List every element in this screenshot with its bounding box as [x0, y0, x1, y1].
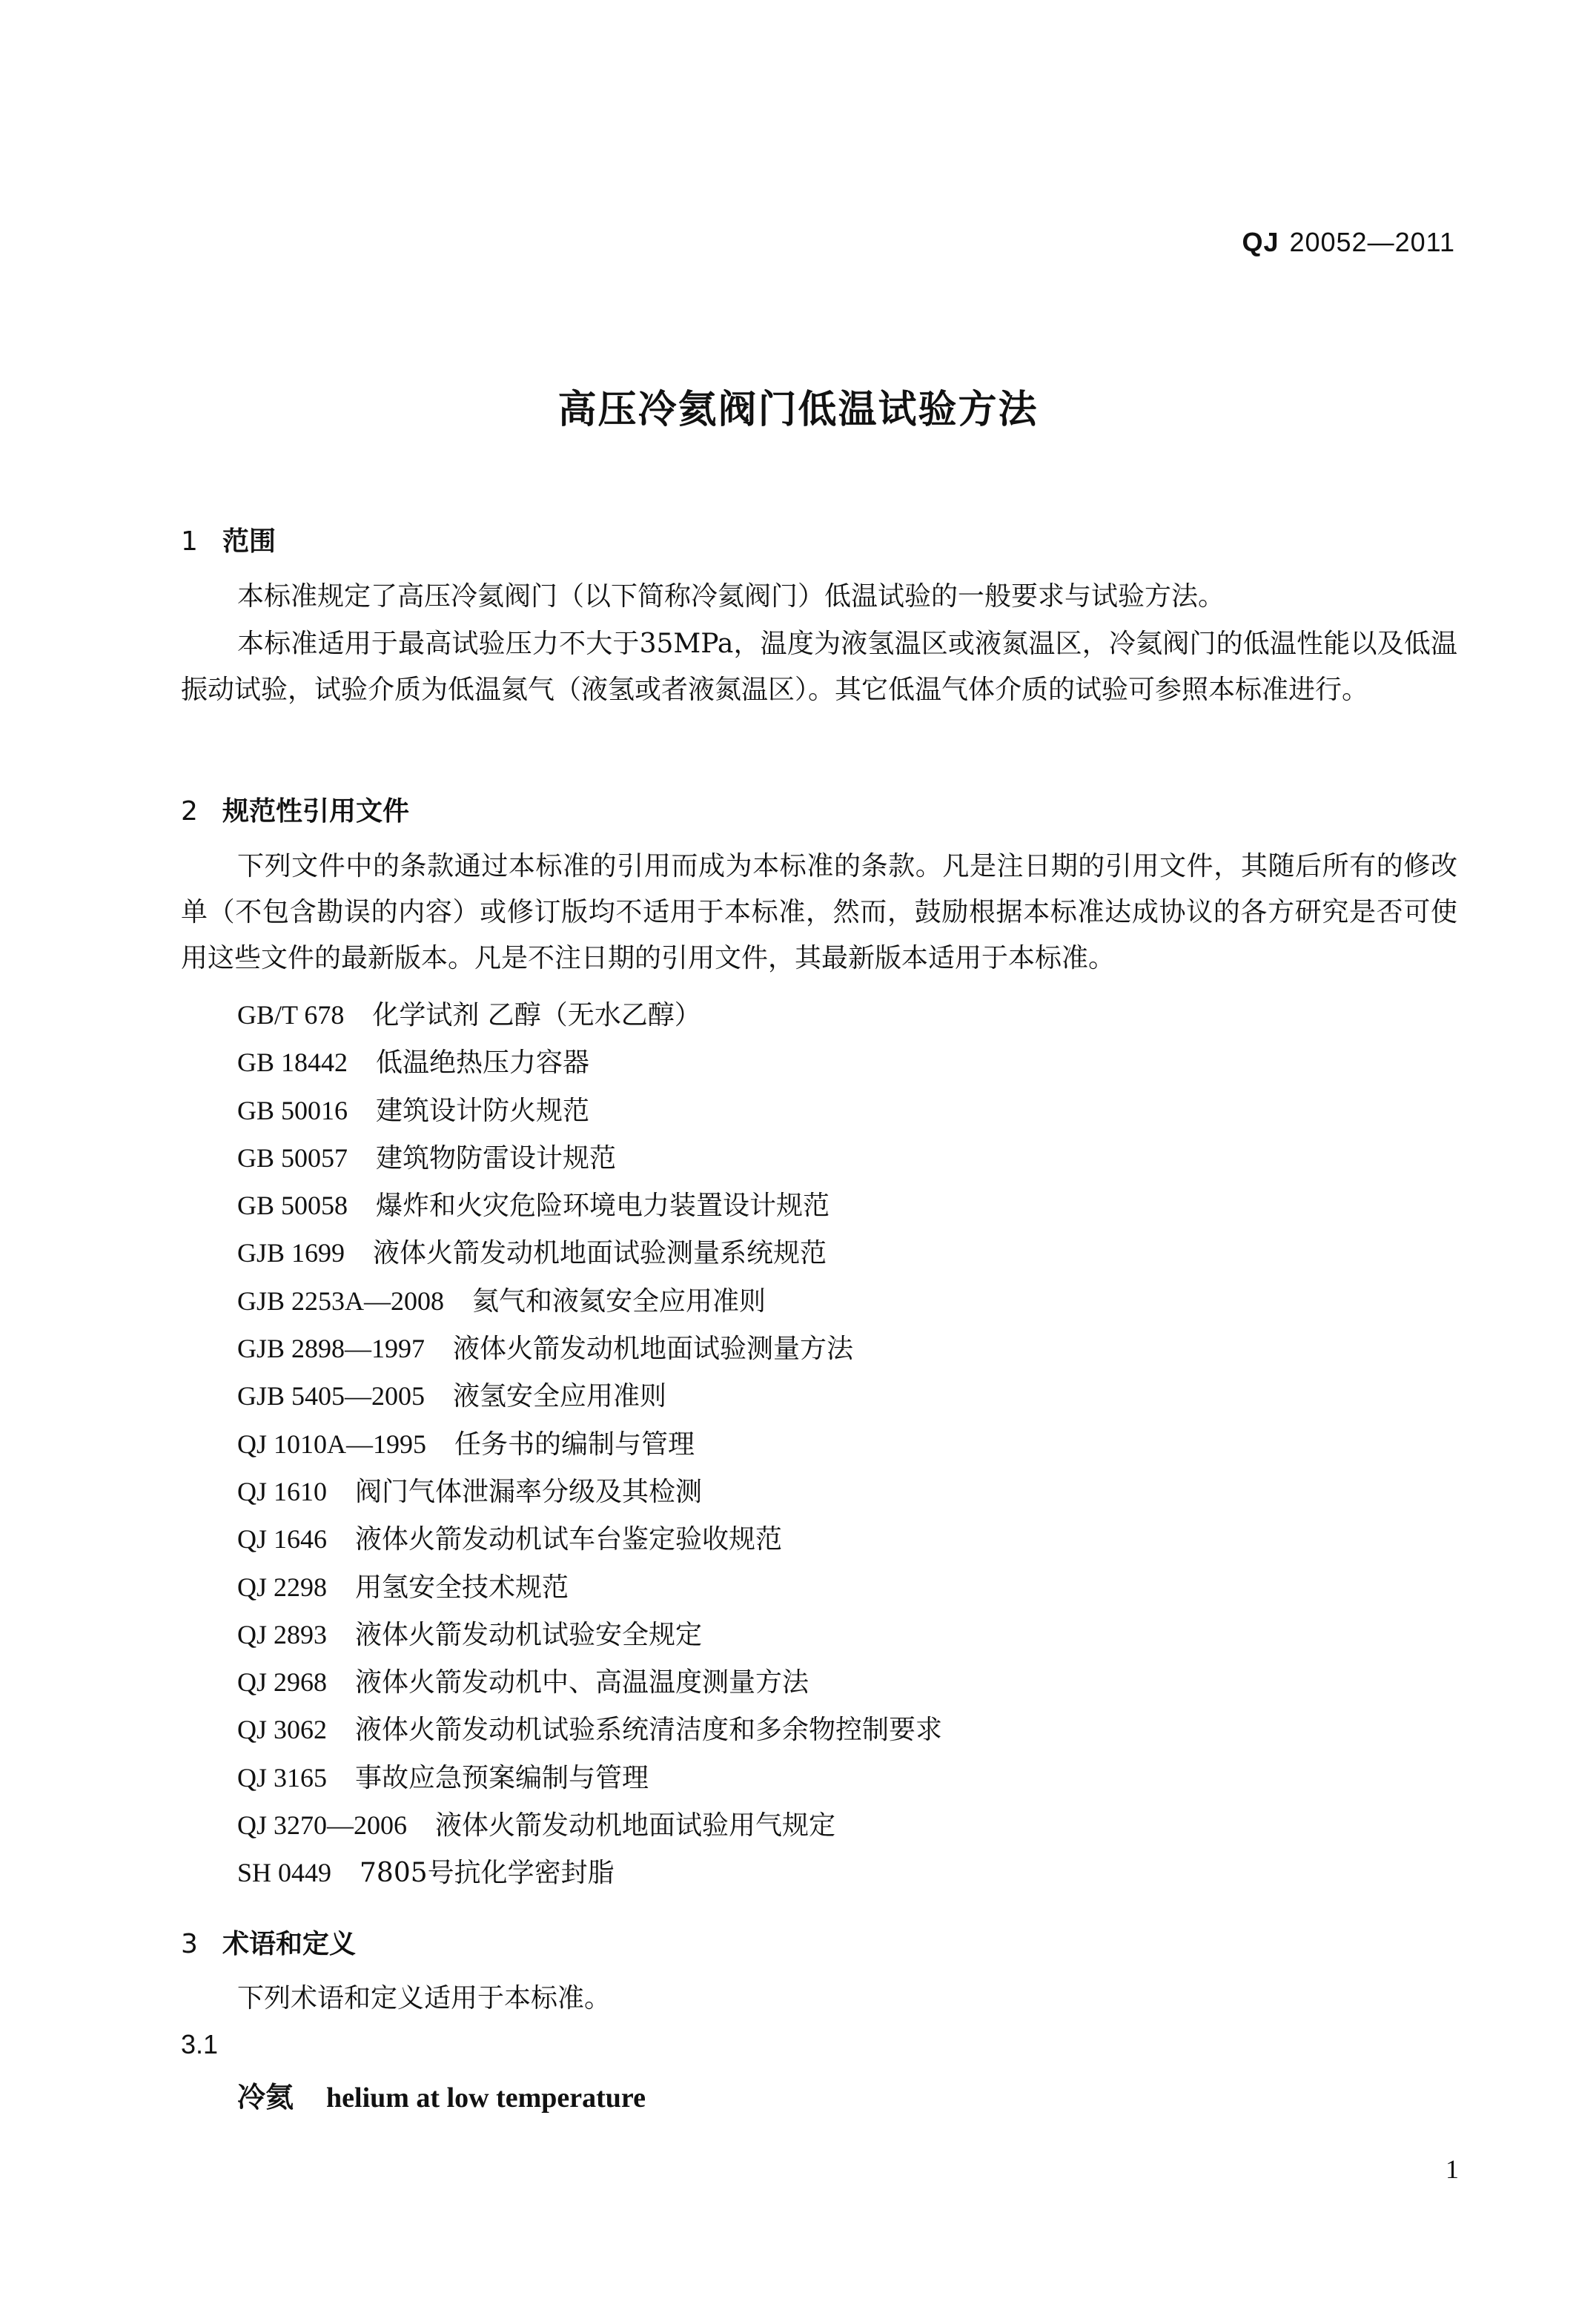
reference-title: 7805号抗化学密封脂 [360, 1858, 615, 1889]
reference-title: 液氢安全应用准则 [453, 1381, 667, 1412]
reference-title: 液体火箭发动机试验系统清洁度和多余物控制要求 [355, 1715, 943, 1746]
clause-number: 3.1 [181, 2029, 219, 2059]
reference-item [237, 1468, 942, 1515]
reference-code: GJB 1699 [237, 1238, 345, 1268]
reference-list [237, 991, 942, 1897]
reference-title: 液体火箭发动机中、高温温度测量方法 [355, 1667, 809, 1698]
section-number: 1 [181, 526, 198, 557]
reference-item [237, 1563, 942, 1611]
standard-prefix: QJ [1242, 227, 1279, 257]
reference-item [237, 1277, 942, 1325]
reference-item [237, 1849, 942, 1896]
reference-item [237, 1325, 942, 1372]
reference-item [237, 1229, 942, 1277]
reference-item [237, 1182, 942, 1229]
reference-code: QJ 2968 [237, 1667, 328, 1698]
reference-code: GB 18442 [237, 1048, 348, 1078]
reference-code: QJ 1646 [237, 1524, 328, 1555]
section-number: 2 [181, 796, 198, 827]
reference-code: QJ 3062 [237, 1715, 328, 1745]
reference-title: 液体火箭发动机地面试验测量方法 [453, 1334, 854, 1365]
reference-title: 液体火箭发动机试车台鉴定验收规范 [355, 1524, 783, 1555]
reference-code: GJB 5405—2005 [237, 1381, 426, 1412]
section-1-paragraph-1: 本标准规定了高压冷氦阀门（以下简称冷氦阀门）低温试验的一般要求与试验方法。 [237, 581, 1225, 612]
reference-code: GB/T 678 [237, 1000, 345, 1030]
term-english: helium at low temperature [326, 2082, 646, 2114]
reference-title: 建筑设计防火规范 [376, 1095, 590, 1126]
reference-item [237, 1039, 942, 1086]
term-chinese: 冷氦 [237, 2080, 294, 2114]
standard-code [1242, 227, 1455, 258]
reference-title: 化学试剂 乙醇（无水乙醇） [372, 1000, 701, 1030]
section-title: 范围 [222, 526, 277, 557]
standard-number: 20052—2011 [1289, 227, 1455, 257]
reference-code: GB 50016 [237, 1095, 348, 1125]
reference-item [237, 1706, 942, 1753]
document-title: 高压冷氦阀门低温试验方法 [557, 388, 1039, 432]
reference-title: 液体火箭发动机地面试验用气规定 [435, 1810, 836, 1841]
reference-title: 液体火箭发动机试验安全规定 [355, 1619, 703, 1650]
reference-title: 事故应急预案编制与管理 [355, 1762, 649, 1793]
reference-code: SH 0449 [237, 1858, 332, 1888]
reference-item [237, 1801, 942, 1849]
reference-item [237, 1658, 942, 1706]
section-2-intro: 下列文件中的条款通过本标准的引用而成为本标准的条款。凡是注日期的引用文件，其随后所有的修改单（不包含勘误的内容）或修订版均不适用于本标准，然而，鼓励根据本标准达成协议的各方研究是否可使用这些文件的最新版本。凡是不注日期的引用文件，其最新版本适用于本标准。 [181, 851, 1457, 973]
reference-title: 爆炸和火灾危险环境电力装置设计规范 [376, 1191, 830, 1222]
reference-code: QJ 1610 [237, 1476, 328, 1506]
reference-code: GB 50057 [237, 1142, 348, 1173]
reference-title: 阀门气体泄漏率分级及其检测 [355, 1476, 703, 1507]
reference-item [237, 1754, 942, 1801]
reference-item [237, 991, 942, 1039]
section-1-heading [181, 520, 276, 558]
section-2-heading [181, 790, 409, 828]
reference-title: 液体火箭发动机地面试验测量系统规范 [373, 1238, 827, 1269]
reference-title: 任务书的编制与管理 [454, 1429, 695, 1460]
section-3-heading [181, 1923, 356, 1961]
reference-code: QJ 2298 [237, 1572, 328, 1602]
reference-code: QJ 3270—2006 [237, 1810, 408, 1841]
reference-item [237, 1134, 942, 1182]
section-title: 规范性引用文件 [222, 796, 410, 827]
reference-title: 用氢安全技术规范 [355, 1572, 569, 1603]
reference-title: 建筑物防雷设计规范 [376, 1142, 617, 1174]
section-number: 3 [181, 1929, 198, 1959]
reference-code: GB 50058 [237, 1191, 348, 1221]
section-1-paragraph-2: 本标准适用于最高试验压力不大于35MPa，温度为液氢温区或液氮温区，冷氦阀门的低温性能以及低温振动试验，试验介质为低温氦气（液氢或者液氮温区）。其它低温气体介质的试验可参照本标准进行。 [181, 629, 1457, 705]
reference-item [237, 1087, 942, 1134]
section-title: 术语和定义 [222, 1929, 357, 1959]
reference-code: QJ 2893 [237, 1619, 328, 1649]
reference-item [237, 1611, 942, 1658]
reference-item [237, 1515, 942, 1563]
reference-code: GJB 2898—1997 [237, 1334, 426, 1364]
section-3-intro: 下列术语和定义适用于本标准。 [237, 1983, 612, 2013]
term-entry [237, 2074, 646, 2115]
reference-code: QJ 3165 [237, 1762, 328, 1793]
reference-code: GJB 2253A—2008 [237, 1285, 445, 1316]
reference-item [237, 1420, 942, 1468]
reference-code: QJ 1010A—1995 [237, 1429, 427, 1459]
reference-item [237, 1372, 942, 1420]
page-number: 1 [1446, 2154, 1459, 2184]
reference-title: 低温绝热压力容器 [376, 1048, 590, 1079]
reference-title: 氦气和液氦安全应用准则 [472, 1285, 766, 1317]
